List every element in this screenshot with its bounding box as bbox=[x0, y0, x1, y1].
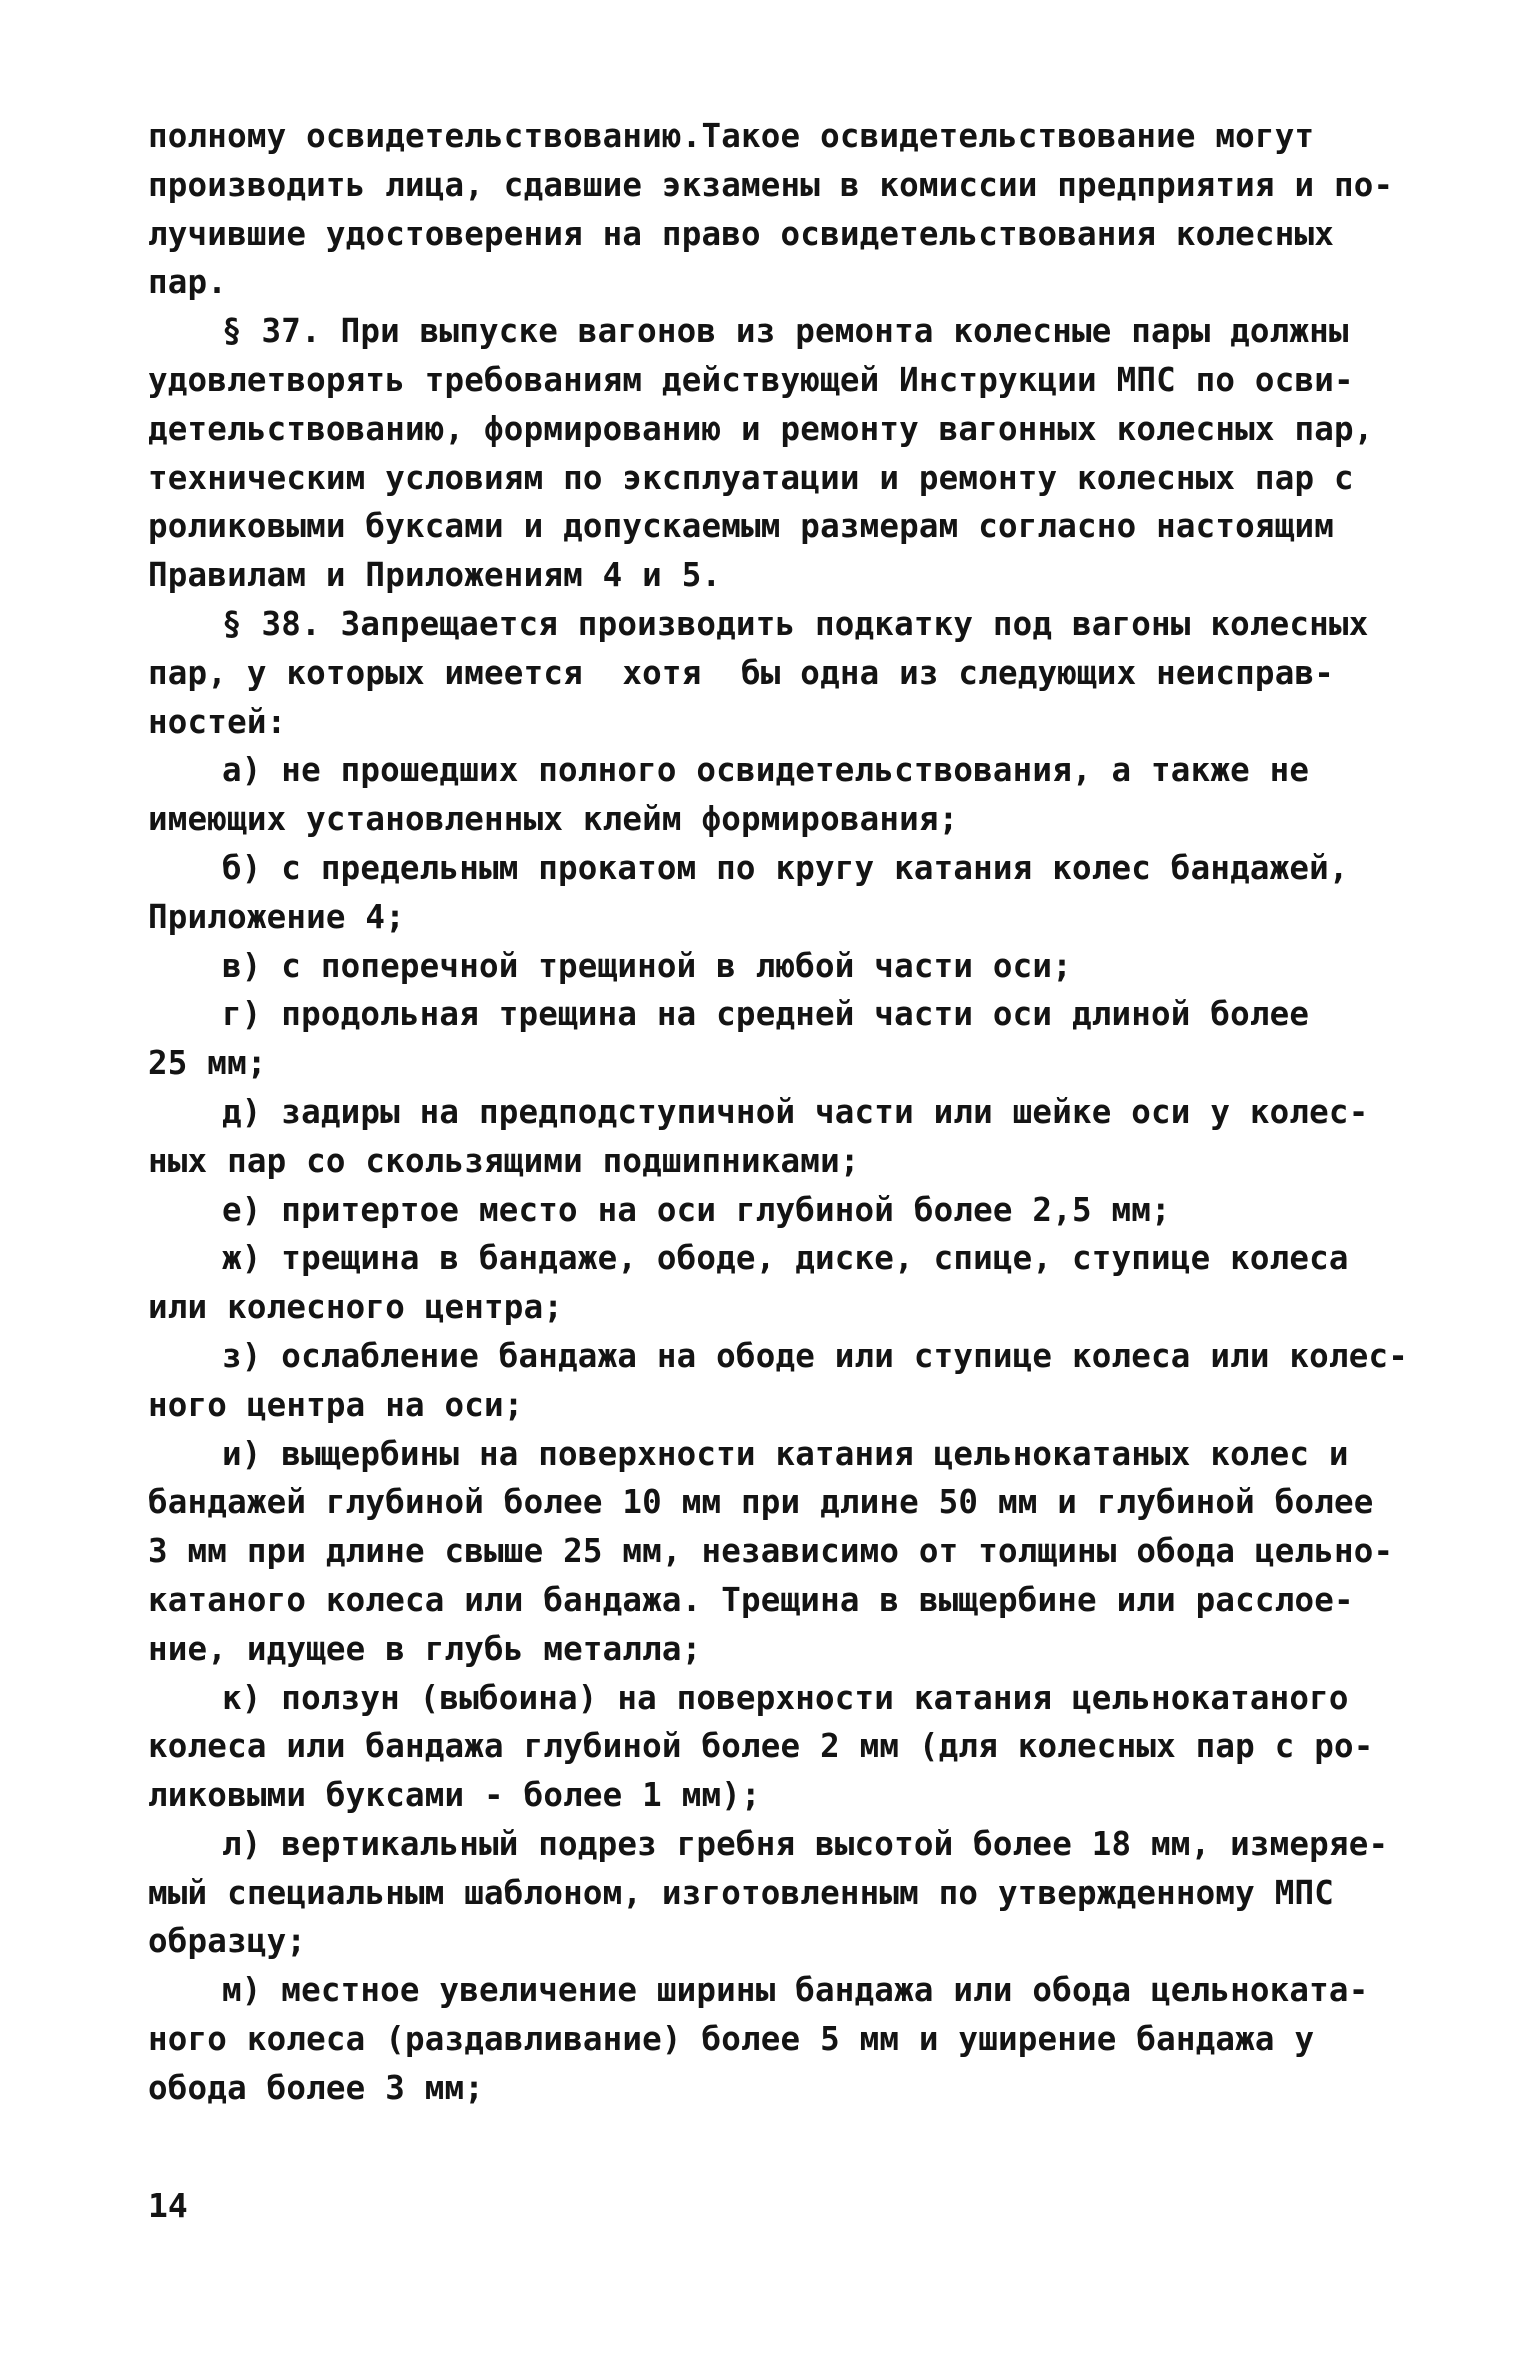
list-item-v: в) с поперечной трещиной в любой части оси; bbox=[222, 946, 1072, 985]
text-line: пар. bbox=[148, 263, 228, 302]
list-item-g: г) продольная трещина на средней части оси длиной более bbox=[222, 995, 1310, 1034]
text-line: пар, у которых имеется хотя бы одна из следующих неисправ- bbox=[148, 653, 1334, 692]
text-line: образцу; bbox=[148, 1922, 307, 1961]
text-line: техническим условиям по эксплуатации и ремонту колесных пар с bbox=[148, 458, 1354, 497]
list-item-b: б) с предельным прокатом по кругу катания колес бандажей, bbox=[222, 848, 1349, 887]
text-line: 3 мм при длине свыше 25 мм, независимо от толщины обода цельно- bbox=[148, 1532, 1394, 1571]
text-line: Правилам и Приложениям 4 и 5. bbox=[148, 556, 722, 595]
section-37-heading-line: § 37. При выпуске вагонов из ремонта колесные пары должны bbox=[222, 312, 1349, 351]
text-line: ликовыми буксами - более 1 мм); bbox=[148, 1776, 761, 1815]
text-line: Приложение 4; bbox=[148, 897, 405, 936]
text-line: имеющих установленных клейм формирования; bbox=[148, 800, 959, 839]
list-item-i: и) выщербины на поверхности катания цельнокатаных колес и bbox=[222, 1434, 1349, 1473]
text-line: ние, идущее в глубь металла; bbox=[148, 1629, 702, 1668]
text-line: или колесного центра; bbox=[148, 1288, 564, 1327]
list-item-d: д) задиры на предподступичной части или шейке оси у колес- bbox=[222, 1092, 1369, 1131]
list-item-l: л) вертикальный подрез гребня высотой более 18 мм, измеряе- bbox=[222, 1824, 1389, 1863]
list-item-z: з) ослабление бандажа на ободе или ступице колеса или колес- bbox=[222, 1336, 1408, 1375]
list-item-a: а) не прошедших полного освидетельствования, а также не bbox=[222, 751, 1310, 790]
text-line: детельствованию, формированию и ремонту вагонных колесных пар, bbox=[148, 409, 1374, 448]
text-line: бандажей глубиной более 10 мм при длине 50 мм и глубиной более bbox=[148, 1483, 1374, 1522]
text-line: полному освидетельствованию.Такое освидетельствование могут bbox=[148, 117, 1315, 155]
text-line: производить лица, сдавшие экзамены в комиссии предприятия и по- bbox=[148, 165, 1394, 204]
list-item-k: к) ползун (выбоина) на поверхности катания цельнокатаного bbox=[222, 1678, 1349, 1717]
text-line: обода более 3 мм; bbox=[148, 2068, 485, 2107]
text-line: катаного колеса или бандажа. Трещина в выщербине или расслое- bbox=[148, 1580, 1354, 1619]
document-body bbox=[148, 112, 1428, 2113]
page-number: 14 bbox=[148, 2186, 188, 2225]
text-line: ностей: bbox=[148, 702, 287, 741]
text-line: мый специальным шаблоном, изготовленным по утвержденному МПС bbox=[148, 1873, 1334, 1912]
list-item-m: м) местное увеличение ширины бандажа или обода цельноката- bbox=[222, 1971, 1369, 2010]
text-line: ного центра на оси; bbox=[148, 1385, 524, 1424]
text-line: ных пар со скользящими подшипниками; bbox=[148, 1141, 860, 1180]
list-item-zh: ж) трещина в бандаже, ободе, диске, спице, ступице колеса bbox=[222, 1239, 1349, 1278]
text-line: лучившие удостоверения на право освидетельствования колесных bbox=[148, 214, 1334, 253]
text-line: роликовыми буксами и допускаемым размерам согласно настоящим bbox=[148, 507, 1334, 546]
text-line: ного колеса (раздавливание) более 5 мм и уширение бандажа у bbox=[148, 2020, 1315, 2059]
text-line: удовлетворять требованиям действующей Инструкции МПС по осви- bbox=[148, 360, 1354, 399]
list-item-e: е) притертое место на оси глубиной более 2,5 мм; bbox=[222, 1190, 1171, 1229]
text-line: 25 мм; bbox=[148, 1044, 267, 1083]
section-38-heading-line: § 38. Запрещается производить подкатку под вагоны колесных bbox=[222, 604, 1369, 643]
text-line: колеса или бандажа глубиной более 2 мм (для колесных пар с ро- bbox=[148, 1727, 1374, 1766]
